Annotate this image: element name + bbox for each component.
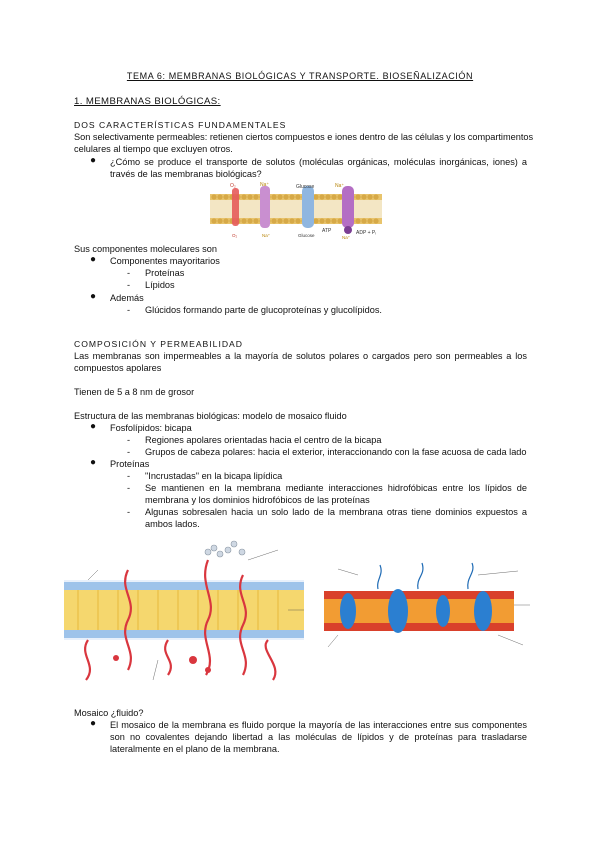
fluid-mosaic-diagram — [58, 540, 308, 690]
item-regiones-apolares: Regiones apolares orientadas hacia el centro de la bicapa — [145, 435, 382, 445]
dash-marker: - — [127, 268, 131, 278]
components-intro: Sus componentes moleculares son — [74, 244, 217, 254]
bullet-icon: ● — [90, 718, 97, 729]
label-na-top-2: Na⁺ — [335, 183, 345, 189]
bullet-icon: ● — [90, 254, 97, 265]
label-glucose-top: Glucose — [296, 184, 315, 190]
bullet-icon: ● — [90, 421, 97, 432]
paragraph-impermeables-line2: compuestos apolares — [74, 363, 162, 373]
dash-marker: - — [127, 471, 131, 481]
label-glucose-bottom: Glucose — [298, 233, 315, 238]
item-glucidos: Glúcidos formando parte de glucoproteínas y glucolípidos. — [145, 305, 382, 315]
label-o2-top: O₂ — [230, 183, 236, 189]
dash-marker: - — [127, 447, 131, 457]
dash-marker: - — [127, 483, 131, 493]
paragraph-mosaico-line3: lateralmente en el plano de la membrana. — [110, 744, 280, 754]
bullet-icon: ● — [90, 291, 97, 302]
subheading-mosaico-fluido: Mosaico ¿fluido? — [74, 708, 144, 718]
item-fosfolipidos: Fosfolípidos: bicapa — [110, 423, 192, 433]
bullet-icon: ● — [90, 457, 97, 468]
label-na-top: Na⁺ — [260, 182, 270, 188]
dash-marker: - — [127, 305, 131, 315]
paragraph-mosaico-line1: El mosaico de la membrana es fluido porque la mayoría de las interacciones entre sus componentes — [110, 720, 527, 730]
label-na-bottom-2: Na⁺ — [342, 235, 351, 240]
item-interacciones-line1: Se mantienen en la membrana mediante interacciones hidrofóbicas entre los lípidos de — [145, 483, 527, 493]
item-ademas: Además — [110, 293, 144, 303]
paragraph-permeables-line2: celulares al tiempo que excluyen otros. — [74, 144, 233, 154]
label-na-bottom: Na⁺ — [262, 233, 271, 238]
paragraph-permeables-line1: Son selectivamente permeables: retienen ciertos compuestos e iones dentro de las células y los compartimentos — [74, 132, 534, 142]
question-transporte-line1: ¿Cómo se produce el transporte de solutos (moléculas orgánicas, moléculas inorgánicas, iones) a — [110, 157, 527, 167]
paragraph-mosaico-line2: son no covalentes dejando libertad a las moléculas de lípidos y de proteínas para trasladarse — [110, 732, 527, 742]
dash-marker: - — [127, 435, 131, 445]
question-transporte-line2: través de las membranas biológicas? — [110, 169, 262, 179]
paragraph-estructura: Estructura de las membranas biológicas: modelo de mosaico fluido — [74, 411, 347, 421]
label-atp: ATP — [322, 228, 332, 234]
item-incrustadas: "Incrustadas" en la bicapa lipídica — [145, 471, 283, 481]
item-lipidos: Lípidos — [145, 280, 175, 290]
subheading-caracteristicas: DOS CARACTERÍSTICAS FUNDAMENTALES — [74, 120, 287, 130]
membrane-transport-figure — [210, 180, 382, 240]
fluid-mosaic-diagram-2 — [318, 555, 548, 665]
item-interacciones-line2: membrana y los dominios hidrofóbicos de las proteínas — [145, 495, 370, 505]
paragraph-impermeables-line1: Las membranas son impermeables a la mayoría de solutos polares o cargados pero son permeables a los — [74, 351, 527, 361]
components-majority: Componentes mayoritarios — [110, 256, 220, 266]
item-sobresalen-line1: Algunas sobresalen hacia un solo lado de la membrana otras tiene dominios expuestos a — [145, 507, 527, 517]
page-title: TEMA 6: MEMBRANAS BIOLÓGICAS Y TRANSPORTE. BIOSEÑALIZACIÓN — [126, 71, 474, 81]
item-grupos-cabeza: Grupos de cabeza polares: hacia el exterior, interaccionando con la fase acuosa de cada lado — [145, 447, 527, 457]
item-sobresalen-line2: ambos lados. — [145, 519, 200, 529]
dash-marker: - — [127, 507, 131, 517]
bullet-icon: ● — [90, 155, 97, 166]
item-proteinas-2: Proteínas — [110, 459, 150, 469]
label-adp: ADP + Pᵢ — [356, 230, 377, 236]
item-proteinas: Proteínas — [145, 268, 185, 278]
dash-marker: - — [127, 280, 131, 290]
subheading-composicion: COMPOSICIÓN Y PERMEABILIDAD — [74, 339, 243, 349]
label-o2-bottom: O₂ — [232, 233, 238, 238]
section-heading-membranas: 1. MEMBRANAS BIOLÓGICAS: — [74, 96, 221, 107]
paragraph-grosor: Tienen de 5 a 8 nm de grosor — [74, 387, 195, 397]
